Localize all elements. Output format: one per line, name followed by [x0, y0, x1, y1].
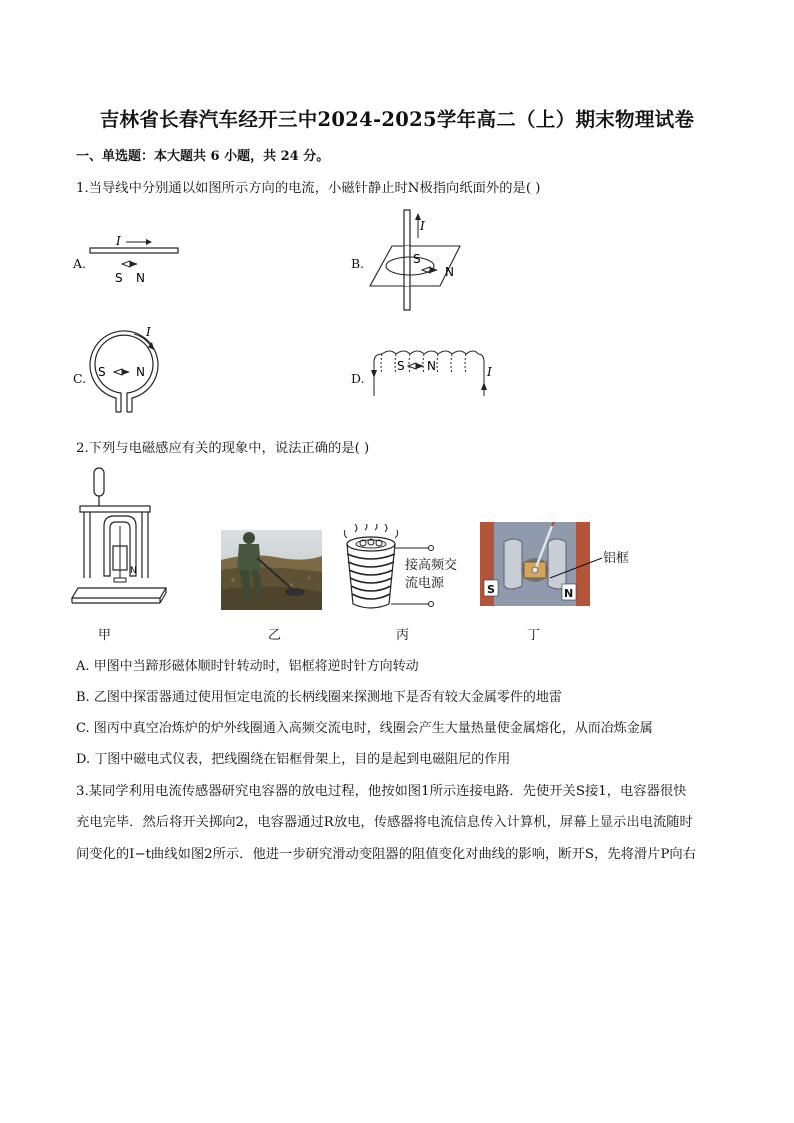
compass-needle-icon — [122, 261, 130, 267]
q1-option-c-label: C. — [73, 371, 87, 386]
page-title: 吉林省长春汽车经开三中2024-2025学年高二（上）期末物理试卷 — [99, 108, 695, 131]
bing-label-line2: 流电源 — [405, 576, 445, 591]
q2-stem: 2.下列与电磁感应有关的现象中，说法正确的是( ) — [76, 441, 370, 456]
q1-figure-a — [88, 232, 183, 292]
q1-figure-d — [366, 340, 498, 400]
wire — [90, 248, 178, 253]
q1-option-d-label: D. — [351, 371, 365, 386]
q3-line-1: 3.某同学利用电流传感器研究电容器的放电过程，他按如图1所示连接电路．先使开关S接1，电容器很快 — [76, 784, 687, 799]
pole-s: S — [98, 365, 106, 379]
arrow-icon — [371, 370, 377, 378]
compass-needle-icon — [122, 369, 130, 375]
caption-jia: 甲 — [98, 628, 112, 643]
caption-bing: 丙 — [396, 628, 410, 643]
pole-n: N — [136, 271, 145, 285]
q1-stem: 1.当导线中分别通以如图所示方向的电流，小磁针静止时N极指向纸面外的是( ) — [76, 181, 541, 196]
current-label: I — [146, 325, 151, 339]
arrow-icon — [481, 382, 487, 390]
pole-s: S — [487, 583, 495, 596]
pole-n: N — [445, 265, 454, 279]
pole-n: N — [130, 566, 137, 576]
q2-figure-jia — [70, 466, 170, 612]
pole-n: N — [564, 587, 574, 600]
q1-figure-b — [368, 208, 468, 316]
pointer-line — [548, 556, 604, 580]
caption-yi: 乙 — [268, 628, 282, 643]
current-label: I — [116, 234, 121, 248]
pole-s: S — [413, 252, 421, 266]
compass-needle-icon — [130, 261, 138, 267]
caption-ding: 丁 — [527, 628, 541, 643]
q3-line-3: 间变化的I−t曲线如图2所示．他进一步研究滑动变阻器的阻值变化对曲线的影响，断开S，先将滑片P向右 — [76, 847, 697, 862]
q1-option-a-label: A. — [73, 256, 87, 271]
q2-option-c: C. 图丙中真空冶炼炉的炉外线圈通入高频交流电时，线圈会产生大量热量使金属熔化，从而冶炼金属 — [76, 721, 653, 736]
pole-n: N — [136, 365, 145, 379]
pole-s: S — [397, 359, 405, 373]
q2-option-b: B. 乙图中探雷器通过使用恒定电流的长柄线圈来探测地下是否有较大金属零件的地雷 — [76, 690, 562, 705]
arrow-icon — [146, 239, 152, 245]
compass-needle-icon — [114, 369, 122, 375]
q3-line-2: 充电完毕．然后将开关掷向2，电容器通过R放电，传感器将电流信息传入计算机，屏幕上显示出电流随时 — [76, 815, 693, 830]
current-label: I — [487, 365, 492, 379]
pole-s: S — [115, 271, 123, 285]
current-label: I — [420, 219, 425, 233]
ding-label: 铝框 — [603, 551, 630, 566]
bing-label-line1: 接高频交 — [405, 558, 458, 573]
section-heading: 一、单选题：本大题共 6 小题，共 24 分。 — [76, 149, 330, 164]
pole-n: N — [427, 359, 436, 373]
q2-option-a: A. 甲图中当蹄形磁体顺时针转动时，铝框将逆时针方向转动 — [76, 659, 419, 674]
q2-figure-yi-photo — [221, 530, 322, 610]
q1-figure-c — [86, 322, 166, 428]
q2-option-d: D. 丁图中磁电式仪表，把线圈绕在铝框骨架上，目的是起到电磁阻尼的作用 — [76, 752, 511, 767]
q1-option-b-label: B. — [351, 256, 365, 271]
